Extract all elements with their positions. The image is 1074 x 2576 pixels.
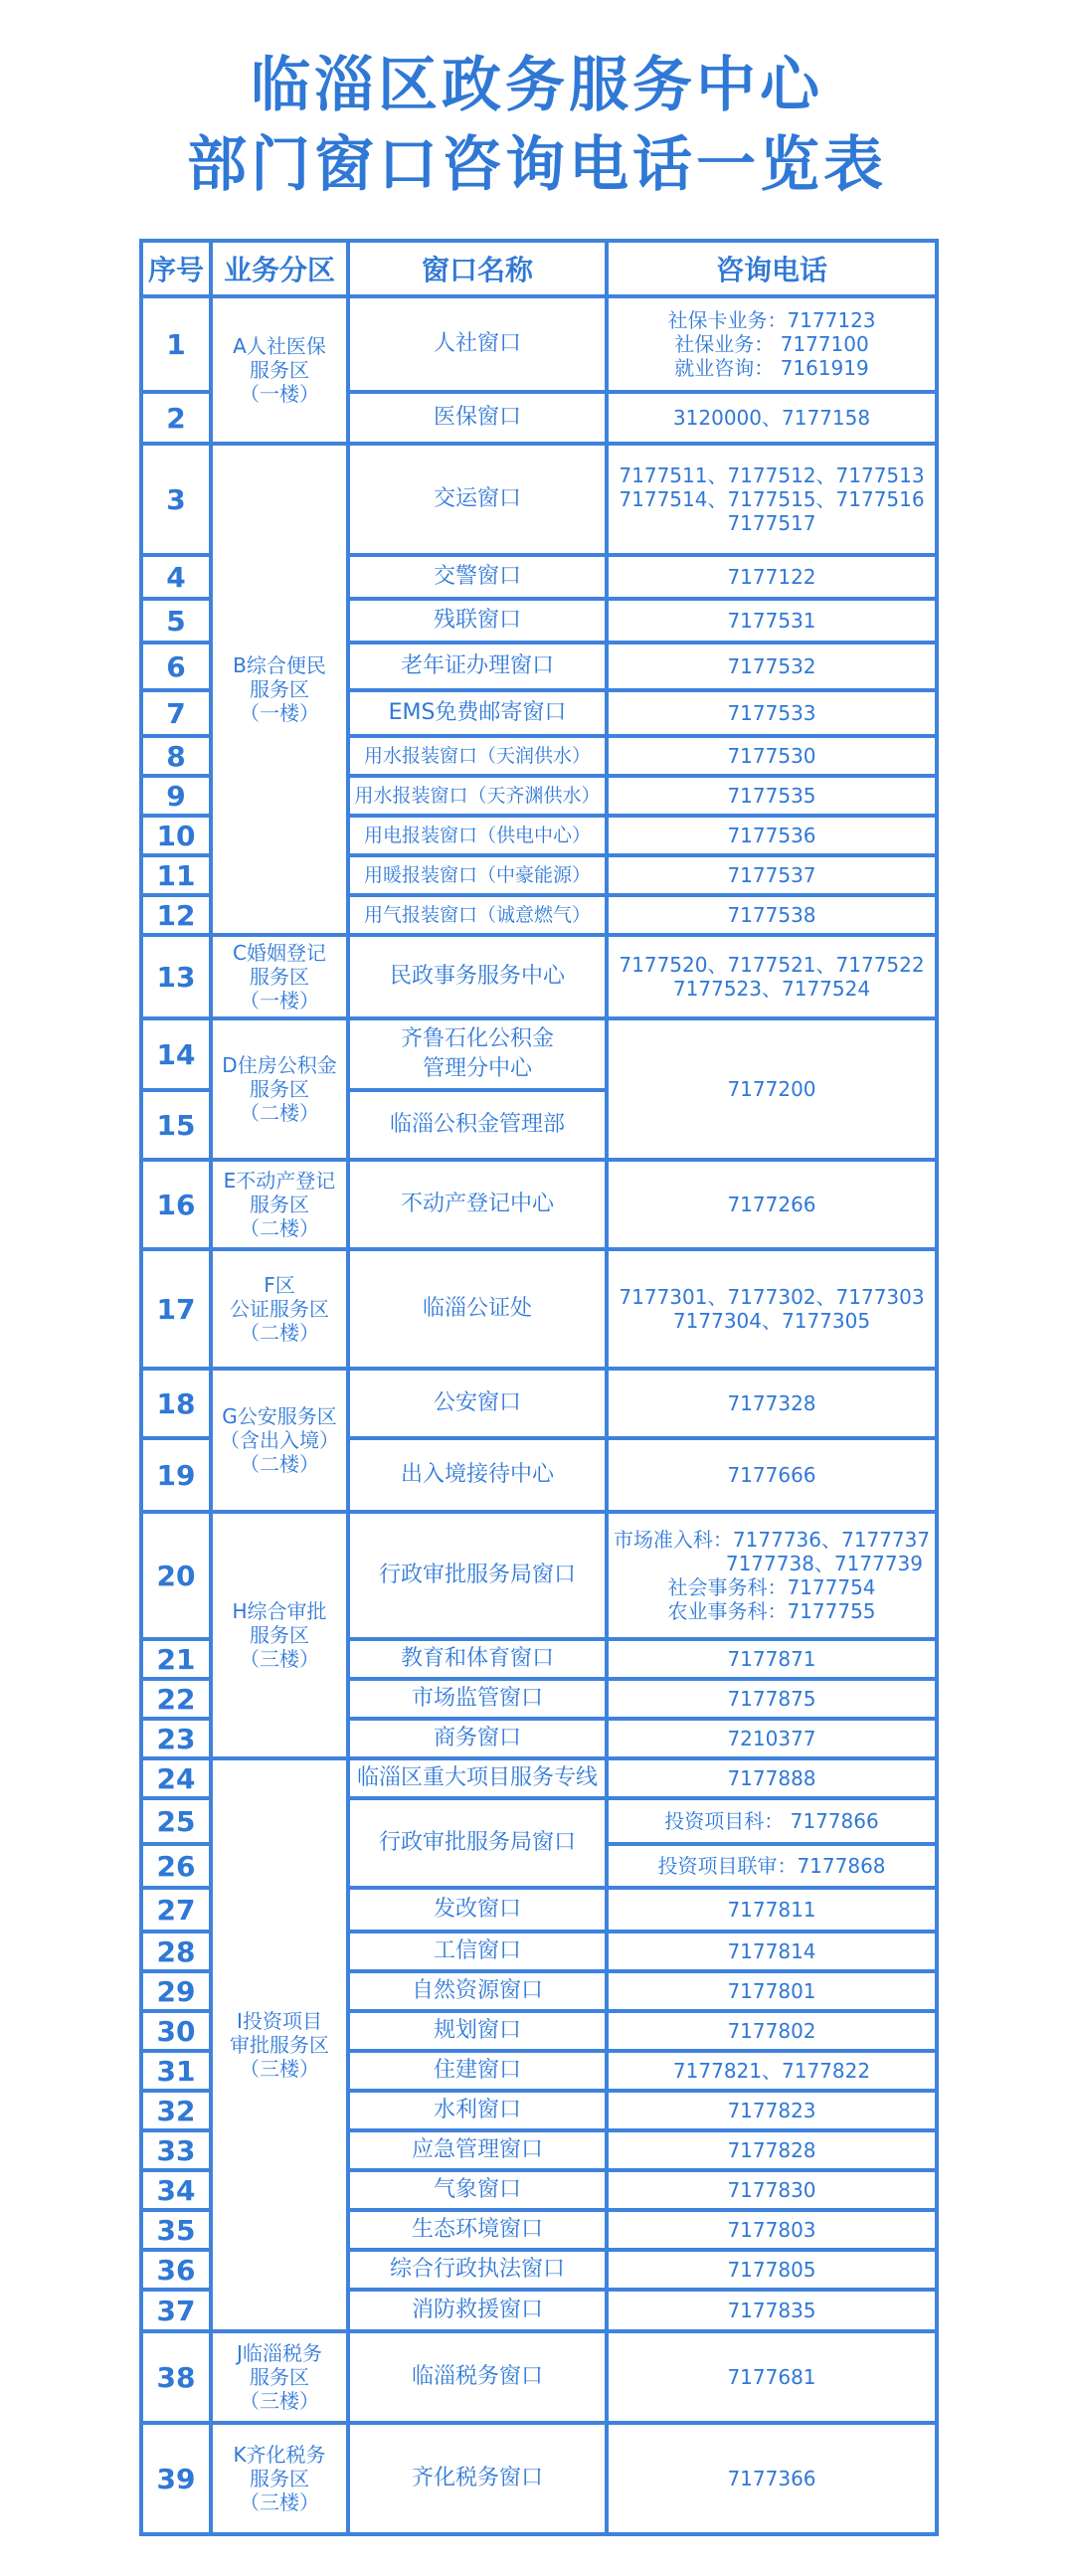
phone-cell: [607, 2423, 937, 2534]
row-number: 23: [141, 1719, 211, 1758]
area-cell: [211, 1018, 348, 1160]
window-name: 自然资源窗口: [348, 1971, 607, 2011]
area-cell: [211, 2331, 348, 2423]
phone-line: 7177366: [727, 2467, 816, 2490]
row-number: 38: [141, 2331, 211, 2423]
phone-cell: [607, 690, 937, 736]
row-number: 29: [141, 1971, 211, 2011]
table-body: [141, 296, 937, 2534]
area-cell: [211, 1160, 348, 1249]
phone-line: 7177738、7177739: [725, 1552, 923, 1575]
row-number: 16: [141, 1160, 211, 1249]
area-cell: [211, 1512, 348, 1758]
window-name: 商务窗口: [348, 1719, 607, 1758]
phone-line: 市场准入科：7177736、7177737: [613, 1528, 931, 1552]
header-phone: 咨询电话: [607, 241, 937, 296]
window-name: [348, 1018, 607, 1090]
phone-cell: [607, 736, 937, 776]
phone-line: 7177304、7177305: [672, 1309, 871, 1333]
row-number: 22: [141, 1679, 211, 1719]
phone-cell: [607, 1971, 937, 2011]
row-number: 14: [141, 1018, 211, 1090]
phone-cell: [607, 1160, 937, 1249]
area-label-line: H综合审批: [232, 1599, 327, 1623]
header-area: 业务分区: [211, 241, 348, 296]
phone-line: 7177835: [727, 2299, 816, 2322]
row-number: 5: [141, 599, 211, 643]
phone-cell: [607, 1639, 937, 1679]
phone-line: 7177811: [727, 1898, 816, 1922]
contact-table: [139, 239, 939, 2536]
area-label-line: （二楼）: [240, 1321, 319, 1345]
phone-line: 7177531: [727, 609, 816, 633]
window-name: 市场监管窗口: [348, 1679, 607, 1719]
area-label-line: G公安服务区: [222, 1404, 337, 1428]
phone-line: 7210377: [727, 1727, 816, 1750]
window-name: 用气报装窗口（诚意燃气）: [348, 895, 607, 935]
area-label-line: 服务区: [250, 965, 309, 989]
area-label-line: I投资项目: [237, 2009, 322, 2033]
area-label-line: K齐化税务: [233, 2443, 326, 2467]
area-label-line: C婚姻登记: [233, 941, 326, 965]
phone-cell: [607, 1798, 937, 1844]
window-name: 齐化税务窗口: [348, 2423, 607, 2534]
window-name: 应急管理窗口: [348, 2130, 607, 2170]
phone-cell: [607, 1932, 937, 1971]
header-window: 窗口名称: [348, 241, 607, 296]
window-name-line: 齐鲁石化公积金: [400, 1026, 554, 1051]
row-number: 15: [141, 1090, 211, 1160]
area-label-line: （三楼）: [240, 1647, 319, 1671]
phone-cell: [607, 555, 937, 599]
phone-line: 7177814: [727, 1939, 816, 1963]
phone-line: 7177801: [727, 1979, 816, 2003]
phone-line: 7177828: [727, 2138, 816, 2162]
window-name: 用水报装窗口（天齐渊供水）: [348, 776, 607, 816]
area-label-line: 服务区: [250, 2467, 309, 2490]
area-cell: [211, 1758, 348, 2331]
phone-cell: [607, 816, 937, 855]
phone-line: 7177871: [727, 1647, 816, 1671]
table-row: [141, 1249, 937, 1369]
window-name: 行政审批服务局窗口: [348, 1798, 607, 1888]
area-label-line: 服务区: [250, 677, 309, 701]
area-label-line: （一楼）: [240, 382, 319, 406]
window-name: 消防救援窗口: [348, 2290, 607, 2331]
area-label-line: B综合便民: [233, 653, 326, 677]
row-number: 27: [141, 1888, 211, 1932]
window-name: 水利窗口: [348, 2091, 607, 2130]
phone-cell: [607, 935, 937, 1018]
row-number: 28: [141, 1932, 211, 1971]
row-number: 25: [141, 1798, 211, 1844]
area-label-line: （二楼）: [240, 1216, 319, 1240]
row-number: 36: [141, 2250, 211, 2290]
phone-line: 社保卡业务：7177123: [667, 308, 876, 332]
phone-cell: [607, 1512, 937, 1639]
phone-line: 7177122: [727, 565, 816, 589]
phone-line: 社保业务： 7177100: [674, 332, 869, 356]
table-row: [141, 1160, 937, 1249]
area-cell: [211, 1249, 348, 1369]
row-number: 9: [141, 776, 211, 816]
window-name: 临淄区重大项目服务专线: [348, 1758, 607, 1798]
window-name: 用水报装窗口（天润供水）: [348, 736, 607, 776]
phone-cell: [607, 2130, 937, 2170]
window-name: 残联窗口: [348, 599, 607, 643]
area-label-line: （二楼）: [240, 1452, 319, 1476]
window-name: EMS免费邮寄窗口: [348, 690, 607, 736]
window-name: 工信窗口: [348, 1932, 607, 1971]
row-number: 11: [141, 855, 211, 895]
phone-line: 7177821、7177822: [672, 2059, 871, 2083]
table-row: [141, 1018, 937, 1090]
row-number: 6: [141, 643, 211, 690]
window-name: 行政审批服务局窗口: [348, 1512, 607, 1639]
phone-line: 就业咨询： 7161919: [674, 356, 869, 380]
phone-cell: [607, 2051, 937, 2091]
window-name: 医保窗口: [348, 392, 607, 444]
row-number: 34: [141, 2170, 211, 2210]
row-number: 19: [141, 1438, 211, 1512]
phone-cell: [607, 2011, 937, 2051]
phone-line: 7177511、7177512、7177513: [619, 463, 925, 487]
row-number: 8: [141, 736, 211, 776]
area-label-line: （二楼）: [240, 1101, 319, 1125]
area-label-line: （一楼）: [240, 701, 319, 725]
area-label-line: （含出入境）: [220, 1428, 339, 1452]
row-number: 35: [141, 2210, 211, 2250]
phone-line: 7177533: [727, 701, 816, 725]
phone-cell: [607, 296, 937, 392]
table-row: [141, 444, 937, 555]
area-label-line: （三楼）: [240, 2057, 319, 2081]
area-label-line: 服务区: [250, 358, 309, 382]
window-name: 用电报装窗口（供电中心）: [348, 816, 607, 855]
row-number: 26: [141, 1844, 211, 1888]
table-row: [141, 296, 937, 392]
phone-line: 投资项目科： 7177866: [664, 1809, 879, 1833]
phone-cell: [607, 2290, 937, 2331]
phone-line: 7177517: [727, 511, 816, 535]
window-name: 人社窗口: [348, 296, 607, 392]
area-label-line: F区: [264, 1273, 295, 1297]
phone-line: 投资项目联审：7177868: [657, 1854, 886, 1878]
area-label-line: 服务区: [250, 1623, 309, 1647]
phone-line: 7177514、7177515、7177516: [619, 487, 925, 511]
phone-cell: [607, 1249, 937, 1369]
page-title: 临淄区政务服务中心: [251, 51, 823, 120]
area-label-line: 服务区: [250, 2365, 309, 2389]
row-number: 13: [141, 935, 211, 1018]
phone-cell: [607, 895, 937, 935]
area-cell: [211, 935, 348, 1018]
phone-line: 7177681: [727, 2365, 816, 2389]
area-cell: [211, 2423, 348, 2534]
phone-cell: [607, 776, 937, 816]
phone-line: 农业事务科：7177755: [667, 1599, 876, 1623]
window-name: 交警窗口: [348, 555, 607, 599]
phone-line: 社会事务科：7177754: [667, 1575, 876, 1599]
header-seq: 序号: [141, 241, 211, 296]
table-header-row: [141, 241, 937, 296]
row-number: 37: [141, 2290, 211, 2331]
area-label-line: 公证服务区: [230, 1297, 329, 1321]
row-number: 7: [141, 690, 211, 736]
window-name: 公安窗口: [348, 1369, 607, 1438]
phone-line: 7177523、7177524: [672, 977, 871, 1001]
row-number: 21: [141, 1639, 211, 1679]
window-name: 民政事务服务中心: [348, 935, 607, 1018]
area-label-line: 服务区: [250, 1077, 309, 1101]
window-name: 老年证办理窗口: [348, 643, 607, 690]
phone-line: 7177830: [727, 2178, 816, 2202]
phone-line: 7177803: [727, 2218, 816, 2242]
row-number: 10: [141, 816, 211, 855]
phone-line: 7177536: [727, 824, 816, 847]
row-number: 18: [141, 1369, 211, 1438]
phone-line: 7177266: [727, 1193, 816, 1216]
row-number: 33: [141, 2130, 211, 2170]
page-subtitle: 部门窗口咨询电话一览表: [187, 130, 887, 200]
row-number: 4: [141, 555, 211, 599]
window-name: 不动产登记中心: [348, 1160, 607, 1249]
area-label-line: 审批服务区: [230, 2033, 329, 2057]
area-label-line: 服务区: [250, 1193, 309, 1216]
row-number: 24: [141, 1758, 211, 1798]
window-name: 发改窗口: [348, 1888, 607, 1932]
row-number: 39: [141, 2423, 211, 2534]
row-number: 3: [141, 444, 211, 555]
window-name: 临淄税务窗口: [348, 2331, 607, 2423]
window-name: 规划窗口: [348, 2011, 607, 2051]
row-number: 1: [141, 296, 211, 392]
phone-cell: [607, 392, 937, 444]
area-cell: [211, 296, 348, 444]
row-number: 2: [141, 392, 211, 444]
area-label-line: D住房公积金: [222, 1053, 337, 1077]
area-cell: [211, 1369, 348, 1512]
phone-line: 7177823: [727, 2099, 816, 2122]
phone-line: 3120000、7177158: [672, 406, 871, 430]
window-name: 住建窗口: [348, 2051, 607, 2091]
phone-cell: [607, 1758, 937, 1798]
phone-cell: [607, 1844, 937, 1888]
phone-cell: [607, 643, 937, 690]
phone-cell: [607, 1679, 937, 1719]
phone-line: 7177802: [727, 2019, 816, 2043]
window-name-line: 管理分中心: [422, 1056, 532, 1081]
phone-line: 7177666: [727, 1463, 816, 1487]
phone-line: 7177532: [727, 654, 816, 678]
phone-line: 7177520、7177521、7177522: [619, 953, 925, 977]
table-row: [141, 1369, 937, 1438]
area-label-line: （一楼）: [240, 989, 319, 1012]
phone-cell: 7177200: [607, 1018, 937, 1160]
row-number: 30: [141, 2011, 211, 2051]
phone-cell: [607, 2331, 937, 2423]
phone-line: 7177535: [727, 784, 816, 808]
phone-line: 7177888: [727, 1766, 816, 1790]
row-number: 20: [141, 1512, 211, 1639]
row-number: 31: [141, 2051, 211, 2091]
phone-cell: [607, 1369, 937, 1438]
table-row: [141, 2423, 937, 2534]
table-row: [141, 1758, 937, 1798]
phone-cell: [607, 2170, 937, 2210]
window-name: 出入境接待中心: [348, 1438, 607, 1512]
area-label-line: E不动产登记: [223, 1169, 336, 1193]
phone-line: 7177328: [727, 1391, 816, 1415]
window-name: 交运窗口: [348, 444, 607, 555]
window-name: 用暖报装窗口（中豪能源）: [348, 855, 607, 895]
table-row: [141, 935, 937, 1018]
phone-cell: [607, 1719, 937, 1758]
phone-line: 7177301、7177302、7177303: [619, 1285, 925, 1309]
phone-cell: [607, 2210, 937, 2250]
area-label-line: （三楼）: [240, 2389, 319, 2413]
phone-cell: [607, 2091, 937, 2130]
window-name: 临淄公证处: [348, 1249, 607, 1369]
window-name: 气象窗口: [348, 2170, 607, 2210]
window-name: 临淄公积金管理部: [348, 1090, 607, 1160]
phone-line: 7177537: [727, 863, 816, 887]
window-name: 生态环境窗口: [348, 2210, 607, 2250]
table-row: [141, 2331, 937, 2423]
area-cell: [211, 444, 348, 935]
area-label-line: J临淄税务: [237, 2341, 322, 2365]
phone-line: 7177538: [727, 903, 816, 927]
row-number: 12: [141, 895, 211, 935]
phone-line: 7177805: [727, 2258, 816, 2282]
phone-cell: [607, 1888, 937, 1932]
phone-cell: [607, 855, 937, 895]
phone-cell: [607, 599, 937, 643]
row-number: 17: [141, 1249, 211, 1369]
phone-line: 7177530: [727, 744, 816, 768]
phone-cell: [607, 1438, 937, 1512]
area-label-line: （三楼）: [240, 2490, 319, 2514]
phone-cell: [607, 444, 937, 555]
area-label-line: A人社医保: [233, 334, 326, 358]
phone-line: 7177875: [727, 1687, 816, 1711]
window-name: 教育和体育窗口: [348, 1639, 607, 1679]
row-number: 32: [141, 2091, 211, 2130]
phone-cell: [607, 2250, 937, 2290]
table-row: [141, 1512, 937, 1639]
window-name: 综合行政执法窗口: [348, 2250, 607, 2290]
